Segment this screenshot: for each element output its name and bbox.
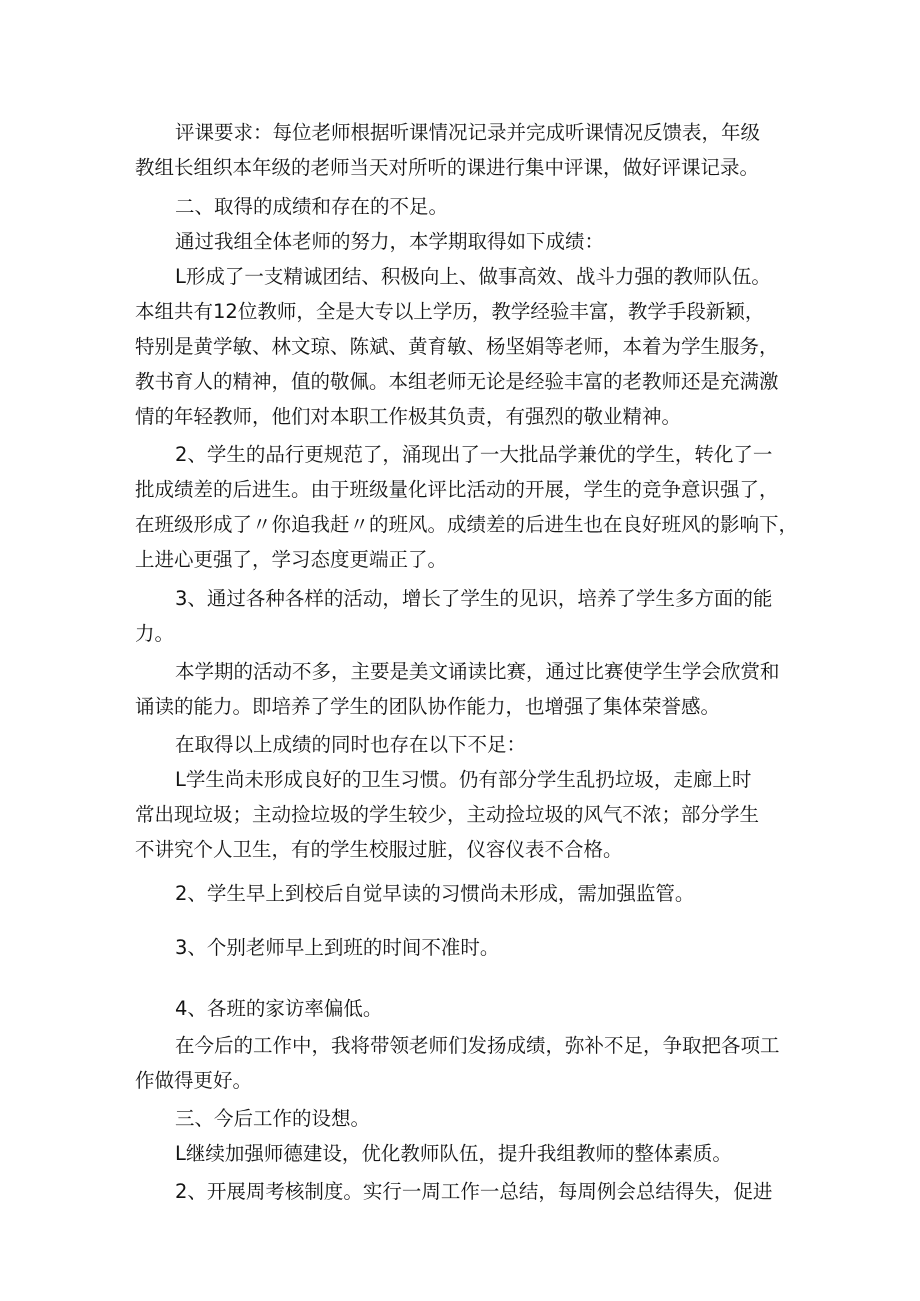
text-line-2: 教组长组织本年级的老师当天对所听的课进行集中评课，做好评课记录。 [135, 156, 760, 179]
text-line-19: L学生尚未形成良好的卫生习惯。仍有部分学生乱扔垃圾，走廊上时 [175, 768, 752, 791]
text-line-20: 常出现垃圾；主动捡垃圾的学生较少，主动捡垃圾的风气不浓；部分学生 [135, 803, 760, 826]
text-line-17: 诵读的能力。即培养了学生的团队协作能力，也增强了集体荣誉感。 [135, 695, 721, 718]
text-line-26: 作做得更好。 [135, 1069, 253, 1092]
text-line-16: 本学期的活动不多，主要是美文诵读比赛，通过比赛使学生学会欣赏和 [175, 660, 780, 683]
text-line-24: 4、各班的家访率偏低。 [175, 997, 383, 1020]
text-line-28: L继续加强师德建设，优化教师队伍，提升我组教师的整体素质。 [175, 1142, 732, 1165]
text-line-9: 情的年轻教师，他们对本职工作极其负责，有强烈的敬业精神。 [135, 405, 682, 428]
text-line-25: 在今后的工作中，我将带领老师们发扬成绩，弥补不足，争取把各项工 [175, 1034, 780, 1057]
text-line-23: 3、个别老师早上到班的时间不准时。 [175, 936, 500, 959]
text-line-12: 在班级形成了〃你追我赶〃的班风。成绩差的后进生也在良好班风的影响下， [135, 513, 799, 536]
text-line-4: 通过我组全体老师的努力，本学期取得如下成绩： [175, 230, 605, 253]
text-line-22: 2、学生早上到校后自觉早读的习惯尚未形成，需加强监管。 [175, 882, 695, 905]
text-line-11: 批成绩差的后进生。由于班级量化评比活动的开展，学生的竞争意识强了， [135, 478, 779, 501]
text-line-8: 教书育人的精神，值的敬佩。本组老师无论是经验丰富的老教师还是充满激 [135, 370, 779, 393]
text-line-14: 3、通过各种各样的活动，增长了学生的见识，培养了学生多方面的能 [175, 587, 773, 610]
text-line-6: 本组共有12位教师，全是大专以上学历，教学经验丰富，教学手段新颖， [135, 300, 765, 323]
text-line-7: 特别是黄学敏、林文琼、陈斌、黄育敏、杨坚娟等老师，本着为学生服务， [135, 335, 779, 358]
text-line-21: 不讲究个人卫生，有的学生校服过脏，仪容仪表不合格。 [135, 838, 623, 861]
section-heading-2: 二、取得的成绩和存在的不足。 [175, 195, 449, 218]
text-line-29: 2、开展周考核制度。实行一周工作一总结，每周例会总结得失，促进 [175, 1180, 773, 1203]
text-line-5: L形成了一支精诚团结、积极向上、做事高效、战斗力强的教师队伍。 [175, 265, 771, 288]
text-line-13: 上进心更强了，学习态度更端正了。 [135, 548, 448, 571]
text-line-18: 在取得以上成绩的同时也存在以下不足： [175, 733, 527, 756]
section-heading-3: 三、今后工作的设想。 [175, 1107, 371, 1130]
text-line-10: 2、学生的品行更规范了，涌现出了一大批品学兼优的学生，转化了一 [175, 443, 773, 466]
text-line-15: 力。 [135, 622, 175, 645]
text-line-1: 评课要求：每位老师根据听课情况记录并完成听课情况反馈表，年级 [175, 121, 761, 144]
